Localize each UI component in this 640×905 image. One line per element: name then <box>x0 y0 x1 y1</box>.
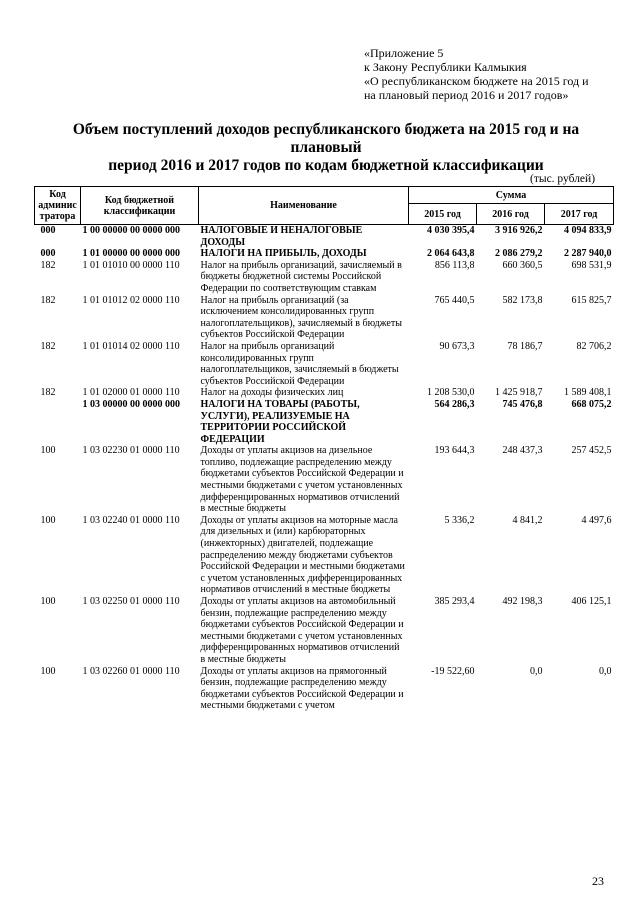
table-row <box>35 341 614 387</box>
header-admin: Код админис тратора <box>35 187 81 225</box>
table-body <box>35 225 614 712</box>
table-row <box>35 399 614 445</box>
value-2016-cell: 4 841,2 <box>512 514 543 526</box>
value-2015-cell: 193 644,3 <box>434 445 475 457</box>
admin-code-cell: 100 <box>40 665 56 677</box>
appendix-line: «О республиканском бюджете на 2015 год и <box>364 74 589 88</box>
appendix-line: «Приложение 5 <box>364 46 444 60</box>
budget-code-cell: 1 01 01014 02 0000 110 <box>82 340 180 352</box>
budget-code-cell: 1 03 02250 01 0000 110 <box>82 596 180 607</box>
appendix-line: к Закону Республики Калмыкия <box>364 60 527 74</box>
header-2017: 2017 год <box>545 204 614 225</box>
value-2015-cell: 1 208 530,0 <box>427 387 475 399</box>
title-line: Объем поступлений доходов республиканского бюджета на 2015 год и на плановый <box>72 121 580 156</box>
value-2015-cell: 4 030 395,4 <box>427 225 475 236</box>
table-row <box>35 225 614 249</box>
header-sum: Сумма <box>409 187 614 204</box>
value-2016-cell: 3 916 926,2 <box>495 225 543 236</box>
value-2015-cell: 385 293,4 <box>434 596 475 607</box>
value-2015-cell: 856 113,8 <box>434 259 475 271</box>
value-2015-cell: 5 336,2 <box>444 514 475 526</box>
budget-code-cell: 1 01 01012 02 0000 110 <box>82 294 180 306</box>
value-2017-cell: 4 094 833,9 <box>564 225 612 236</box>
name-cell: Доходы от уплаты акцизов на дизельное топливо, подлежащие распределению между бюджетами субъектов Российской Федерации и местными бюджетами с учетом установленных дифференцированных нормативов отчислений в местные бюджеты <box>200 445 404 515</box>
value-2016-cell: 1 425 918,7 <box>495 387 543 399</box>
header-name: Наименование <box>199 187 409 225</box>
header-2015: 2015 год <box>409 204 477 225</box>
budget-code-cell: 1 01 00000 00 0000 000 <box>82 248 180 260</box>
table-header <box>35 187 614 225</box>
value-2015-cell: -19 522,60 <box>431 665 475 677</box>
name-cell: Доходы от уплаты акцизов на моторные масла для дизельных и (или) карбюраторных (инжекторных) двигателей, подлежащие распределению между бюджетами субъектов Российской Федерации и местными бюджетами с учетом установленных дифференцированных нормативов отчислений в местные бюджеты <box>200 514 405 596</box>
value-2016-cell: 78 186,7 <box>507 340 543 352</box>
admin-code-cell: 100 <box>40 445 56 457</box>
value-2017-cell: 698 531,9 <box>571 259 612 271</box>
admin-code-cell: 182 <box>40 387 56 399</box>
value-2016-cell: 2 086 279,2 <box>495 248 543 260</box>
admin-code-cell <box>35 399 81 445</box>
value-2017-cell: 4 497,6 <box>581 514 612 526</box>
budget-code-cell: 1 01 02000 01 0000 110 <box>82 387 180 399</box>
value-2016-cell: 745 476,8 <box>502 398 543 410</box>
budget-code-cell: 1 01 01010 00 0000 110 <box>82 259 180 271</box>
value-2015-cell: 90 673,3 <box>439 340 475 352</box>
budget-code-cell: 1 03 02260 01 0000 110 <box>82 665 180 677</box>
name-cell: Налог на доходы физических лиц <box>200 387 344 399</box>
admin-code-cell: 182 <box>40 294 56 306</box>
table-row <box>35 515 614 596</box>
name-cell: Налог на прибыль организаций консолидированных групп налогоплательщиков, зачисляемый в бюджеты субъектов Российской Федерации <box>200 340 399 387</box>
value-2016-cell: 492 198,3 <box>502 596 543 607</box>
name-cell: Доходы от уплаты акцизов на автомобильный бензин, подлежащие распределению между бюджетами субъектов Российской Федерации и местными бюджетами с учетом установленных дифференцированных нормативов отчислений в местные бюджеты <box>200 596 404 665</box>
admin-code-cell: 000 <box>40 225 56 236</box>
admin-code-cell: 182 <box>40 259 56 271</box>
appendix-note <box>364 46 589 102</box>
value-2015-cell: 765 440,5 <box>434 294 475 306</box>
name-cell: НАЛОГОВЫЕ И НЕНАЛОГОВЫЕ ДОХОДЫ <box>200 225 363 248</box>
value-2017-cell: 1 589 408,1 <box>564 387 612 399</box>
revenue-table <box>34 186 614 712</box>
header-code: Код бюджетной классификации <box>81 187 199 225</box>
budget-code-cell: 1 03 00000 00 0000 000 <box>82 398 180 410</box>
name-cell: Налог на прибыль организаций, зачисляемый в бюджеты бюджетной системы Российской Федерации по соответствующим ставкам <box>200 259 402 294</box>
value-2017-cell: 2 287 940,0 <box>564 248 612 260</box>
admin-code-cell: 100 <box>40 596 56 607</box>
budget-code-cell: 1 03 02230 01 0000 110 <box>82 445 180 457</box>
value-2016-cell: 660 360,5 <box>502 259 543 271</box>
unit-label: (тыс. рублей) <box>530 173 596 185</box>
name-cell: Доходы от уплаты акцизов на прямогонный бензин, подлежащие распределению между бюджетами субъектов Российской Федерации и местными бюджетами с учетом <box>200 665 404 712</box>
table-row <box>35 248 614 260</box>
value-2015-cell: 2 064 643,8 <box>427 248 475 260</box>
document-title <box>36 121 616 175</box>
admin-code-cell: 000 <box>40 248 56 260</box>
appendix-line: на плановый период 2016 и 2017 годов» <box>364 88 569 102</box>
budget-code-cell: 1 00 00000 00 0000 000 <box>82 225 180 236</box>
title-line: период 2016 и 2017 годов по кодам бюджетной классификации <box>108 157 544 174</box>
admin-code-cell: 100 <box>40 514 56 526</box>
table-row <box>35 260 614 295</box>
value-2016-cell: 0,0 <box>530 665 543 677</box>
table-row <box>35 387 614 399</box>
name-cell: НАЛОГИ НА ТОВАРЫ (РАБОТЫ, УСЛУГИ), РЕАЛИЗУЕМЫЕ НА ТЕРРИТОРИИ РОССИЙСКОЙ ФЕДЕРАЦИИ <box>200 398 360 445</box>
budget-code-cell: 1 03 02240 01 0000 110 <box>82 514 180 526</box>
table-row <box>35 666 614 712</box>
value-2015-cell: 564 286,3 <box>434 398 475 410</box>
table-row <box>35 596 614 666</box>
value-2017-cell: 615 825,7 <box>571 294 612 306</box>
value-2017-cell: 257 452,5 <box>571 445 612 457</box>
name-cell: НАЛОГИ НА ПРИБЫЛЬ, ДОХОДЫ <box>200 248 367 260</box>
value-2017-cell: 668 075,2 <box>571 398 612 410</box>
value-2017-cell: 406 125,1 <box>571 596 612 607</box>
name-cell: Налог на прибыль организаций (за исключением консолидированных групп налогоплательщиков), зачисляемый в бюджеты субъектов Российской Федерации <box>200 294 402 341</box>
header-2016: 2016 год <box>477 204 545 225</box>
value-2017-cell: 82 706,2 <box>576 340 612 352</box>
value-2016-cell: 248 437,3 <box>502 445 543 457</box>
admin-code-cell: 182 <box>40 340 56 352</box>
page-number: 23 <box>592 874 604 888</box>
value-2017-cell: 0,0 <box>599 665 612 677</box>
value-2016-cell: 582 173,8 <box>502 294 543 306</box>
table-row <box>35 445 614 515</box>
table-row <box>35 295 614 341</box>
